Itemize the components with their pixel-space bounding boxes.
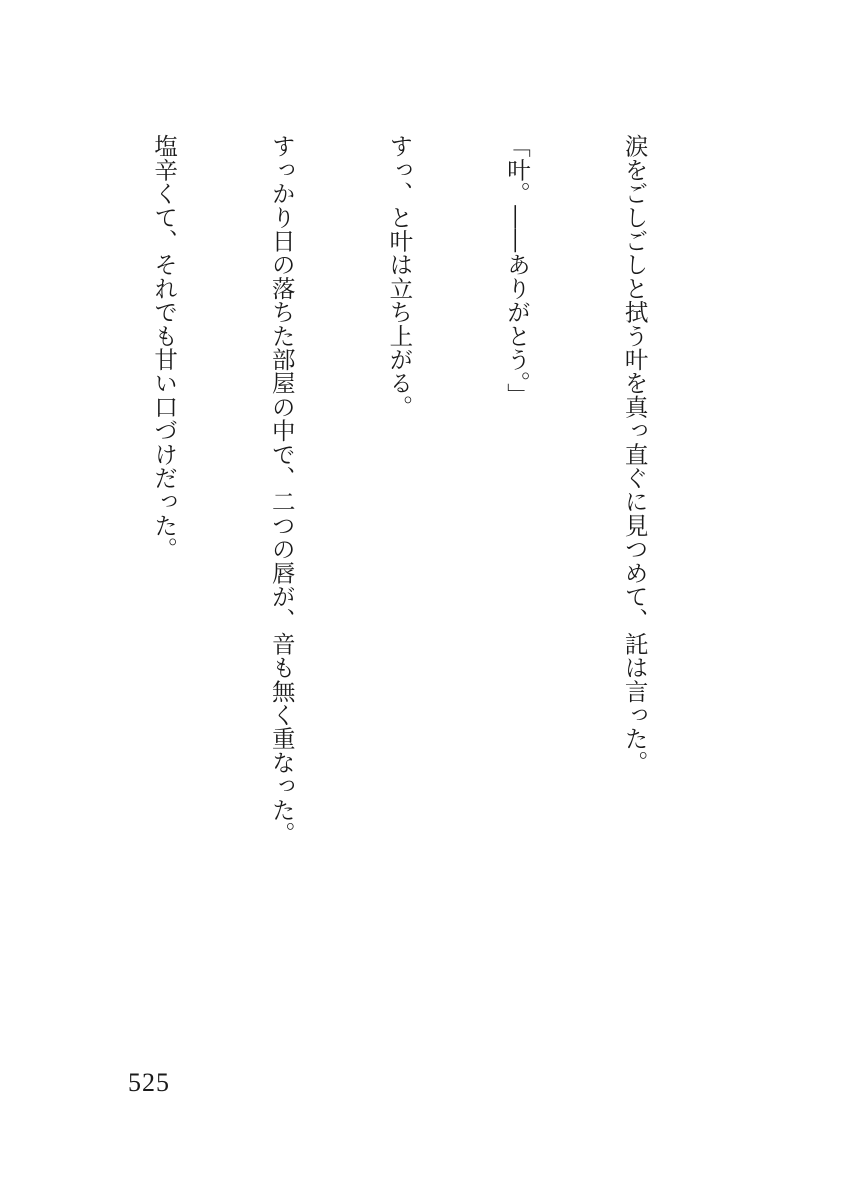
vertical-text-block: [92, 134, 732, 1054]
text-line: 涙をごしごしと拭う叶を真っ直ぐに見つめて、託は言った。: [620, 134, 649, 774]
text-line: 塩辛くて、それでも甘い口づけだった。: [150, 134, 179, 561]
text-line: すっかり日の落ちた部屋の中で、二つの唇が、音も無く重なった。: [267, 134, 296, 845]
text-line: すっ、と叶は立ち上がる。: [385, 134, 414, 419]
page-number: 525: [128, 1068, 170, 1097]
text-line: 「叶。――ありがとう。」: [502, 134, 531, 407]
